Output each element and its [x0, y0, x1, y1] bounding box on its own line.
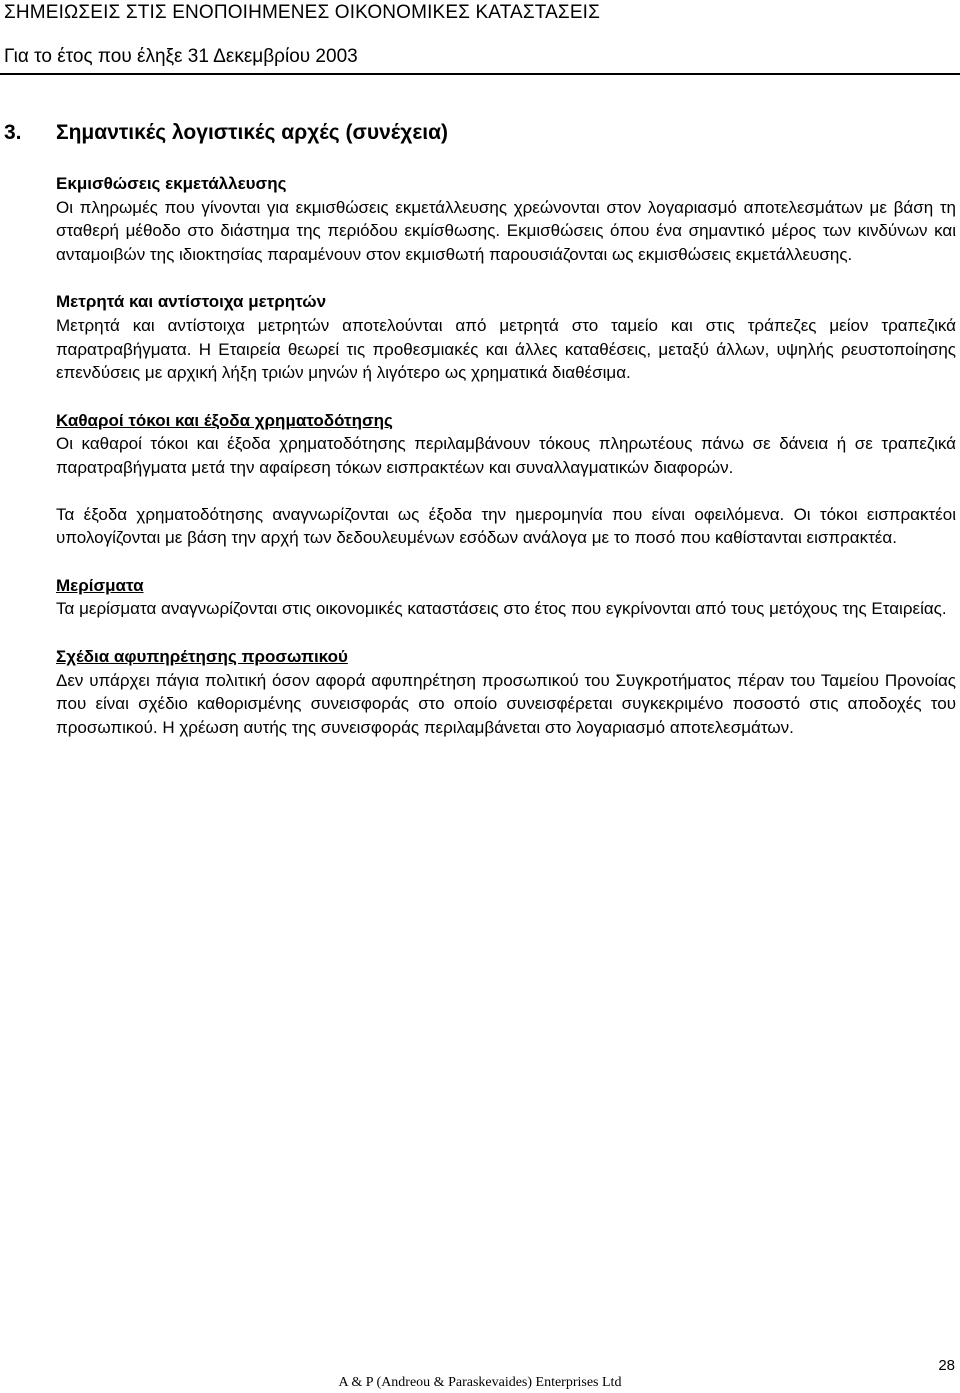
operating-leases-text: Οι πληρωμές που γίνονται για εκμισθώσεις εκμετάλλευσης χρεώνονται στον λογαριασμό αποτελεσμάτων με βάση τη σταθερή μέθοδο στο διάστημα της περιόδου εκμίσθωσης. Εκμισθώσεις όπου ένα σημαντικό μέρος των κινδύνων και ανταμοιβών της ιδιοκτησίας παραμένουν στον εκμισθωτή παρουσιάζονται ως εκμισθώσεις εκμετάλλευσης.: [56, 197, 956, 264]
finance-costs-text-1: Οι καθαροί τόκοι και έξοδα χρηματοδότησης περιλαμβάνουν τόκους πληρωτέους πάνω σε δάνεια ή σε τραπεζικά παρατραβήγματα μετά την αφαίρεση τόκων εισπρακτέων και συναλλαγματικών διαφορών.: [56, 434, 956, 477]
dividends-text: Τα μερίσματα αναγνωρίζονται στις οικονομικές καταστάσεις στο έτος που εγκρίνονται από τους μετόχους της Εταιρείας.: [56, 599, 947, 619]
footer-company-name: A & P (Andreou & Paraskevaides) Enterprises Ltd: [338, 1375, 622, 1390]
notes-content: [56, 172, 956, 763]
finance-costs-text-2: Τα έξοδα χρηματοδότησης αναγνωρίζονται ως έξοδα την ημερομηνία που είναι οφειλόμενα. Οι τόκοι εισπρακτέοι υπολογίζονται με βάση την αρχή των δεδουλευμένων εσόδων ανάλογα με το ποσό που καθίστανται εισπρακτέα.: [56, 504, 956, 548]
dividends-block: [56, 574, 956, 621]
operating-leases-heading: Εκμισθώσεις εκμετάλλευσης: [56, 174, 287, 193]
pension-plans-block: [56, 645, 956, 739]
dividends-heading: Μερίσματα: [56, 575, 144, 595]
finance-costs-heading: Καθαροί τόκοι και έξοδα χρηματοδότησης: [56, 410, 393, 430]
document-header-period: Για το έτος που έληξε 31 Δεκεμβρίου 2003: [4, 46, 358, 67]
section-heading: [4, 120, 448, 146]
section-number: 3.: [4, 121, 22, 144]
page-number: 28: [938, 1357, 955, 1374]
finance-costs-block: [56, 409, 956, 550]
section-title: Σημαντικές λογιστικές αρχές (συνέχεια): [56, 121, 449, 144]
cash-equivalents-block: [56, 290, 956, 384]
operating-leases-block: [56, 172, 956, 266]
cash-equivalents-text: Μετρητά και αντίστοιχα μετρητών αποτελούνται από μετρητά στο ταμείο και στις τράπεζες μείον τραπεζικά παρατραβήγματα. Η Εταιρεία θεωρεί τις προθεσμιακές και άλλες καταθέσεις, μεταξύ άλλων, υψηλής ρευστοποίησης επενδύσεις με αρχική λήξη τριών μηνών ή λιγότερο ως χρηματικά διαθέσιμα.: [56, 315, 956, 383]
document-header-title: ΣΗΜΕΙΩΣΕΙΣ ΣΤΙΣ ΕΝΟΠΟΙΗΜΕΝΕΣ ΟΙΚΟΝΟΜΙΚΕΣ ΚΑΤΑΣΤΑΣΕΙΣ: [4, 2, 600, 23]
pension-plans-heading: Σχέδια αφυπηρέτησης προσωπικού: [56, 646, 348, 666]
cash-equivalents-heading: Μετρητά και αντίστοιχα μετρητών: [56, 292, 327, 312]
header-divider: [0, 73, 960, 75]
pension-plans-text: Δεν υπάρχει πάγια πολιτική όσον αφορά αφυπηρέτηση προσωπικού του Συγκροτήματος πέραν του Ταμείου Προνοίας που είναι σχέδιο καθορισμένης συνεισφοράς στο οποίο συνεισφέρεται συγκεκριμένο ποσοστό στις αποδοχές του προσωπικού. Η χρέωση αυτής της συνεισφοράς περιλαμβάνεται στο λογαριασμό αποτελεσμάτων.: [56, 670, 956, 737]
